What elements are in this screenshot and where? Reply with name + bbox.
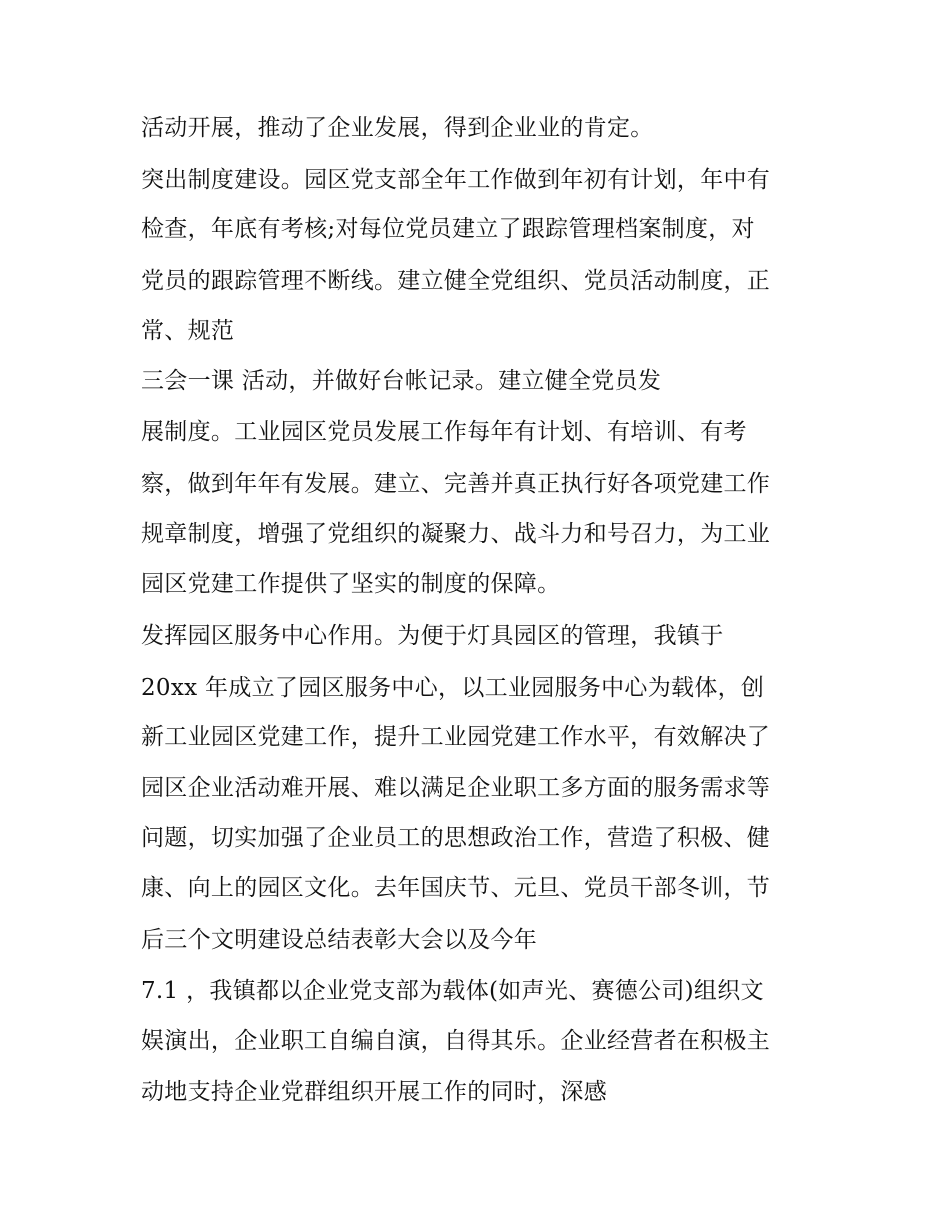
text-line: 活动开展，推动了企业发展，得到企业业的肯定。 (141, 115, 654, 141)
text-line: 后三个文明建设总结表彰大会以及今年 (141, 927, 538, 953)
text-line: 检查，年底有考核;对每位党员建立了跟踪管理档案制度，对 (141, 216, 755, 242)
text-line: 问题，切实加强了企业员工的思想政治工作，营造了积极、健 (141, 825, 771, 851)
text-line: 规章制度，增强了党组织的凝聚力、战斗力和号召力，为工业 (141, 521, 771, 547)
text-line: 发挥园区服务中心作用。为便于灯具园区的管理，我镇于 (141, 623, 724, 649)
text-line: 党员的跟踪管理不断线。建立健全党组织、党员活动制度，正 (141, 268, 771, 294)
text-line: 察，做到年年有发展。建立、完善并真正执行好各项党建工作 (141, 471, 771, 497)
text-line: 三会一课 活动，并做好台帐记录。建立健全党员发 (141, 368, 662, 394)
text-line: 常、规范 (141, 318, 235, 344)
text-line: 娱演出，企业职工自编自演，自得其乐。企业经营者在积极主 (141, 1028, 771, 1054)
text-line: 园区企业活动难开展、难以满足企业职工多方面的服务需求等 (141, 775, 771, 801)
text-line: 20xx 年成立了园区服务中心，以工业园服务中心为载体，创 (141, 675, 765, 701)
text-line: 动地支持企业党群组织开展工作的同时，深感 (141, 1079, 607, 1105)
text-line: 园区党建工作提供了坚实的制度的保障。 (141, 571, 561, 597)
text-line: 突出制度建设。园区党支部全年工作做到年初有计划，年中有 (141, 167, 771, 193)
text-line: 康、向上的园区文化。去年国庆节、元旦、党员干部冬训，节 (141, 875, 771, 901)
text-line: 新工业园区党建工作，提升工业园党建工作水平，有效解决了 (141, 724, 771, 750)
text-line: 7.1 ，我镇都以企业党支部为载体(如声光、赛德公司)组织文 (141, 978, 764, 1004)
text-line: 展制度。工业园区党员发展工作每年有计划、有培训、有考 (141, 419, 747, 445)
